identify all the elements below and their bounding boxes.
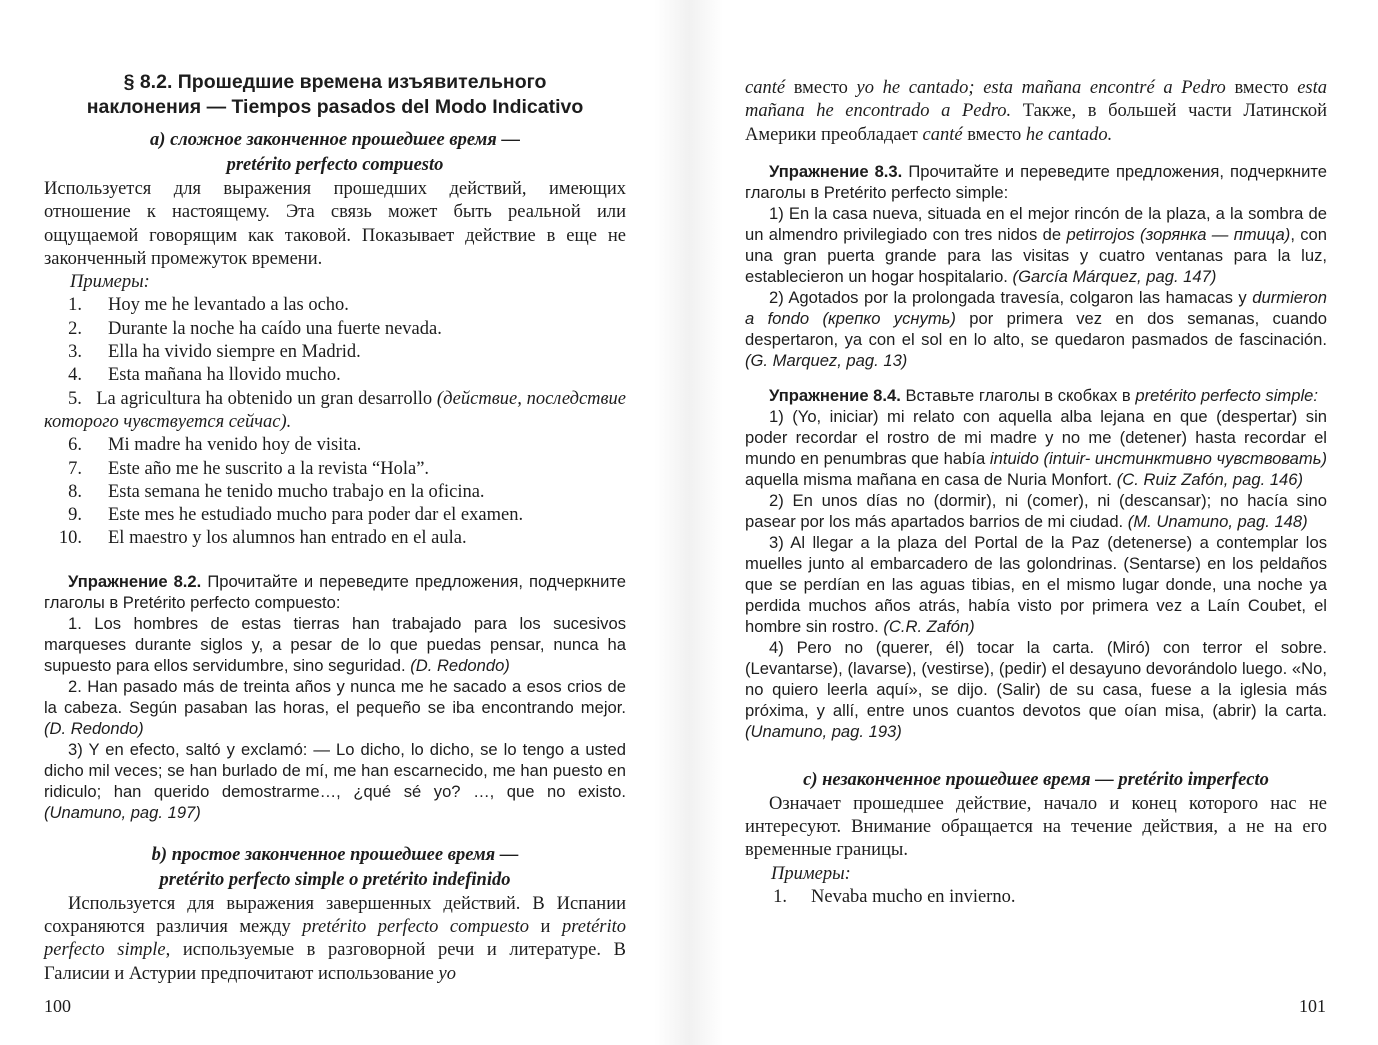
list-item: 2. Durante la noche ha caído una fuerte nevada.	[68, 318, 442, 339]
list-item: 7. Este año me he suscrito a la revista “Hola”.	[68, 458, 430, 479]
exercise-8-2: Упражнение 8.2. Прочитайте и переведите предложения, подчеркните глаголы в Pretérito perfecto compuesto:	[44, 571, 626, 612]
intro-b: Используется для выражения завершенных действий. В Испании сохраняются различия между pretérito perfecto compuesto и pretérito perfecto simple, используемые в разговорной речи и литературе. В Галисии и Астурии предпочитают использование yo	[44, 893, 627, 984]
list-item: 1. Hoy me he levantado a las ocho.	[68, 295, 349, 316]
list-item: 6. Mi madre ha venido hoy de visita.	[68, 435, 362, 456]
page-number: 100	[44, 996, 71, 1016]
list-item: 3. Ella ha vivido siempre en Madrid.	[68, 342, 361, 363]
intro-a: Используется для выражения прошедших действий, имеющих отношение к настоящему. Эта связь может быть реальной или ощущаемой говорящим как таковой. Показывает действие в еще не законченный промежуток времени.	[44, 179, 626, 269]
exercise-8-4: Упражнение 8.4. Вставьте глаголы в скобках в pretérito perfecto simple:	[769, 385, 1318, 405]
left-page-content	[44, 70, 626, 986]
list-item: 9. Este mes he estudiado mucho para poder dar el examen.	[68, 505, 524, 526]
exercise-8-2-item: 3) Y en efecto, saltó y exclamó: — Lo dicho, lo dicho, se lo tengo a usted dicho mil veces; se han burlado de mí, me han escarnecido, me han puesto en ridiculo; han querido demostrarme…, ¿qué sé yo? …, que no existo. (Unamuno, pag. 197)	[44, 739, 626, 822]
examples-label: Примеры:	[771, 863, 851, 884]
subsection-b-heading: b) простое законченное прошедшее время — pretérito perfecto simple o pretérito indefinido	[151, 844, 519, 890]
subsection-c-heading: с) незаконченное прошедшее время — pretérito imperfecto	[803, 769, 1269, 790]
examples-list	[745, 886, 1327, 909]
list-item: 10. El maestro y los alumnos han entrado en el aula.	[58, 528, 467, 549]
exercise-8-2-item: 2. Han pasado más de treinta años y nunca me he sacado a esos crios de la cabeza. Según pasaban las horas, el pequeño se iba encontrando mejor. (D. Redondo)	[44, 676, 626, 738]
exercise-8-3-item: 1) En la casa nueva, situada en el mejor rincón de la plaza, a la sombra de un almendro privilegiado con tres nidos de petirrojos (зорянка — птица), con una gran puerta grande para las visitas y cuatro ventanas para la luz, establecieron un hogar hospitalario. (García Márquez, pag. 147)	[745, 203, 1328, 286]
list-item: 1. Nevaba mucho en invierno.	[773, 887, 1016, 908]
exercise-8-4-item: 1) (Yo, iniciar) mi relato con aquella alba lejana en que (despertar) sin poder recordar el rostro de mi madre y no me (detener) hasta recordar el mundo en penumbras que había intuido (intuir- инстинктивно чувствовать) aquella misma mañana en casa de Nuria Monfort. (C. Ruiz Zafón, pag. 146)	[745, 406, 1327, 489]
exercise-8-4-item: 3) Al llegar a la plaza del Portal de la Paz (detenerse) a contemplar los muelles junto al embarcadero de las golondrinas. (Sentarse) en los peldaños que se perdían en las aguas tibias, en el mismo lugar donde, una noche ya perdida muchos años atrás, había visto por primera vez a Laín Coubet, el hombre sin rostro. (C.R. Zafón)	[745, 532, 1327, 636]
section-heading: § 8.2. Прошедшие времена изъявительного наклонения — Tiempos pasados del Modo Indicativo	[86, 71, 584, 118]
page-number: 101	[1299, 996, 1326, 1016]
examples-label: Примеры:	[70, 272, 150, 293]
exercise-8-2-item: 1. Los hombres de estas tierras han trabajado para los sucesivos marqueses durante siglos y, a pesar de lo que puedas pensar, nunca ha supuesto para ellos servidumbre, sino seguridad. (D. Redondo)	[44, 613, 626, 675]
list-item: 8. Esta semana he tenido mucho trabajo en la oficina.	[68, 481, 485, 502]
right-page	[689, 0, 1378, 1045]
subsection-a-heading: а) сложное законченное прошедшее время — pretérito perfecto compuesto	[150, 130, 520, 175]
exercise-8-3: Упражнение 8.3. Прочитайте и переведите предложения, подчеркните глаголы в Pretérito perfecto simple:	[745, 161, 1327, 202]
list-item: 4. Esta mañana ha llovido mucho.	[68, 365, 341, 386]
right-page-content	[745, 77, 1327, 909]
exercise-8-4-item: 4) Pero no (querer, él) tocar la carta. (Miró) con terror el sobre. (Levantarse), (lavarse), (vestirse), (pedir) el desayuno devorándolo luego. «No, no quiero leerla aquí», se dijo. (Salir) de su casa, fuese a la iglesia más próxima, y allí, entre unos cuantos devotos que oían misa, (abrir) la carta. (Unamuno, pag. 193)	[745, 637, 1327, 741]
exercise-8-4-item: 2) En unos días no (dormir), ni (comer), ni (descansar); no hacía sino pasear por los más apartados barrios de mi ciudad. (M. Unamuno, pag. 148)	[745, 490, 1327, 531]
examples-list	[44, 294, 626, 550]
intro-c: Означает прошедшее действие, начало и конец которого нас не интересуют. Внимание обращается на течение действия, а не на его временные границы.	[745, 793, 1327, 861]
list-item: 5. La agricultura ha obtenido un gran desarrollo (действие, последствие которого чувствуется сейчас).	[44, 388, 627, 432]
continued-text: canté вместо yo he cantado; esta mañana encontré a Pedro вместо esta mañana he encontrado a Pedro. Также, в большей части Латинской Америки преобладает canté вместо he cantado.	[745, 78, 1328, 145]
exercise-8-3-item: 2) Agotados por la prolongada travesía, colgaron las hamacas y durmieron a fondo (крепко уснуть) por primera vez en dos semanas, cuando despertaron, ya con el sol en lo alto, se quedaron pasmados de fascinación. (G. Marquez, pag. 13)	[745, 287, 1327, 370]
